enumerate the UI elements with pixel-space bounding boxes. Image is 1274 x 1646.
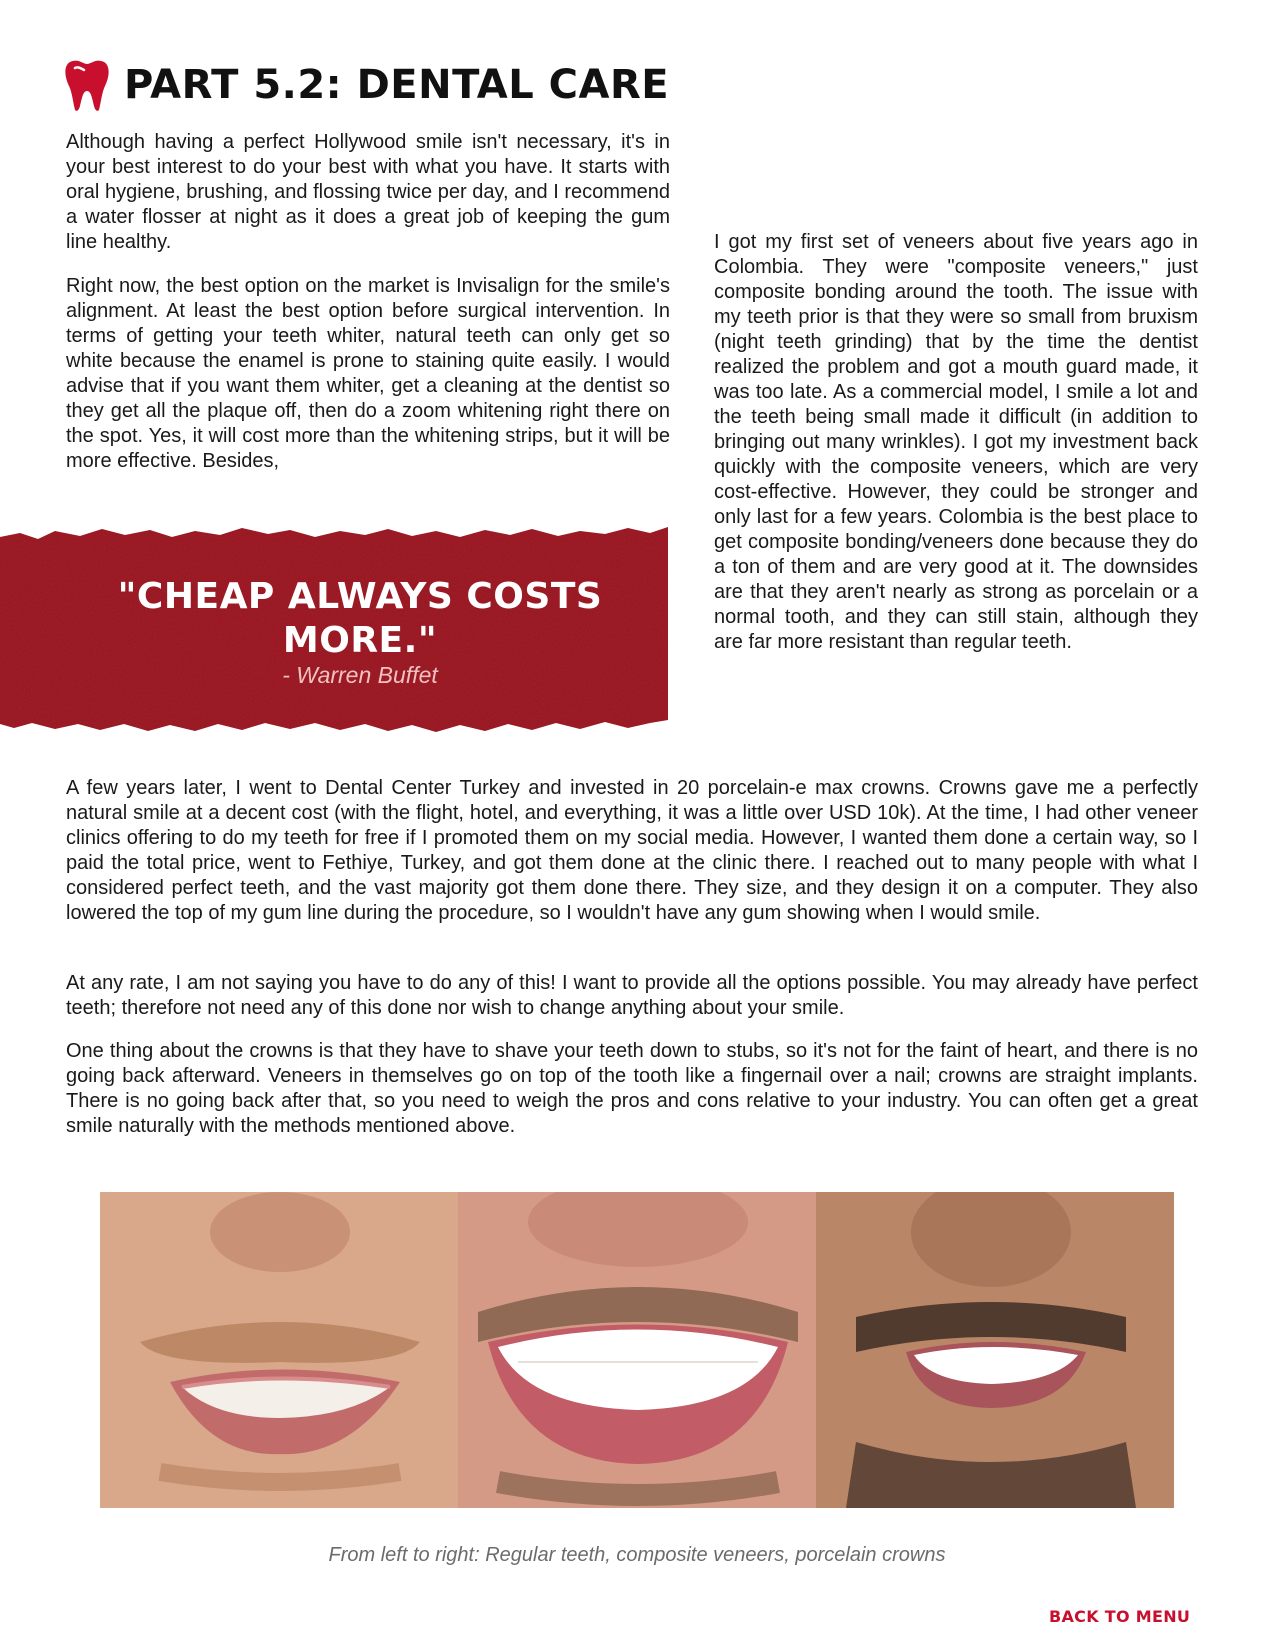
page-heading xyxy=(64,58,669,112)
options-paragraph: At any rate, I am not saying you have to do any of this! I want to provide all the options possible. You may already have perfect teeth; therefore not need any of this done nor wish to change anything about your smile. xyxy=(66,972,1198,1019)
invisalign-paragraph: Right now, the best option on the market is Invisalign for the smile's alignment. At least the best option before surgical intervention. In terms of getting your teeth whiter, natural teeth can only get so white because the enamel is prone to staining quite easily. I would advise that if you want them whiter, get a cleaning at the dentist so they get all the plaque off, then do a zoom whitening right there on the spot. Yes, it will cost more than the whitening strips, but it will be more effective. Besides, xyxy=(66,275,670,472)
smile-comparison-photos xyxy=(100,1192,1174,1508)
crowns-paragraph: A few years later, I went to Dental Center Turkey and invested in 20 porcelain-e max crowns. Crowns gave me a perfectly natural smile at a decent cost (with the flight, hotel, and everything, it was a little over USD 10k). At the time, I had other veneer clinics offering to do my teeth for free if I promoted them on my social media. However, I wanted them done a certain way, so I paid the total price, went to Fethiye, Turkey, and got them done at the clinic there. I reached out to many people with what I considered perfect teeth, and the vast majority got them done there. They size, and they design it on a computer. They also lowered the top of my gum line during the procedure, so I wouldn't have any gum showing when I would smile. xyxy=(66,777,1198,924)
page-title: PART 5.2: DENTAL CARE xyxy=(124,62,670,108)
right-column xyxy=(714,230,1198,655)
quote-text: "CHEAP ALWAYS COSTS MORE." xyxy=(117,576,603,661)
quote-author: - Warren Buffet xyxy=(282,662,438,688)
intro-paragraph: Although having a perfect Hollywood smile isn't necessary, it's in your best interest to do your best with what you have. It starts with oral hygiene, brushing, and flossing twice per day, and I recommend a water flosser at night as it does a great job of keeping the gum line healthy. xyxy=(66,131,670,253)
porcelain-crowns-photo xyxy=(816,1192,1174,1508)
tooth-icon xyxy=(64,58,110,112)
back-to-menu-link[interactable]: BACK TO MENU xyxy=(1049,1607,1191,1626)
quote-box xyxy=(0,525,672,750)
composite-veneers-photo xyxy=(458,1192,816,1508)
left-column xyxy=(66,130,670,474)
regular-teeth-photo xyxy=(100,1192,458,1508)
veneers-paragraph: I got my first set of veneers about five years ago in Colombia. They were "composite veneers," just composite bonding around the tooth. The issue with my teeth prior is that they were so small from bruxism (night teeth grinding) that by the time the dentist realized the problem and got a mouth guard made, it was too late. As a commercial model, I smile a lot and the teeth being small made it difficult (in addition to bringing out many wrinkles). I got my investment back quickly with the composite veneers, which are very cost-effective. However, they could be stronger and only last for a few years. Colombia is the best place to get composite bonding/veneers done because they do a ton of them and are very good at it. The downsides are that they aren't nearly as strong as porcelain or a normal tooth, and they can still stain, although they are far more resistant than regular teeth. xyxy=(714,231,1198,653)
photo-caption: From left to right: Regular teeth, composite veneers, porcelain crowns xyxy=(328,1544,946,1566)
shaving-paragraph: One thing about the crowns is that they have to shave your teeth down to stubs, so it's not for the faint of heart, and there is no going back afterward. Veneers in themselves go on top of the tooth like a fingernail over a nail; crowns are straight implants. There is no going back after that, so you need to weigh the pros and cons relative to your industry. You can often get a great smile naturally with the methods mentioned above. xyxy=(66,1040,1198,1137)
